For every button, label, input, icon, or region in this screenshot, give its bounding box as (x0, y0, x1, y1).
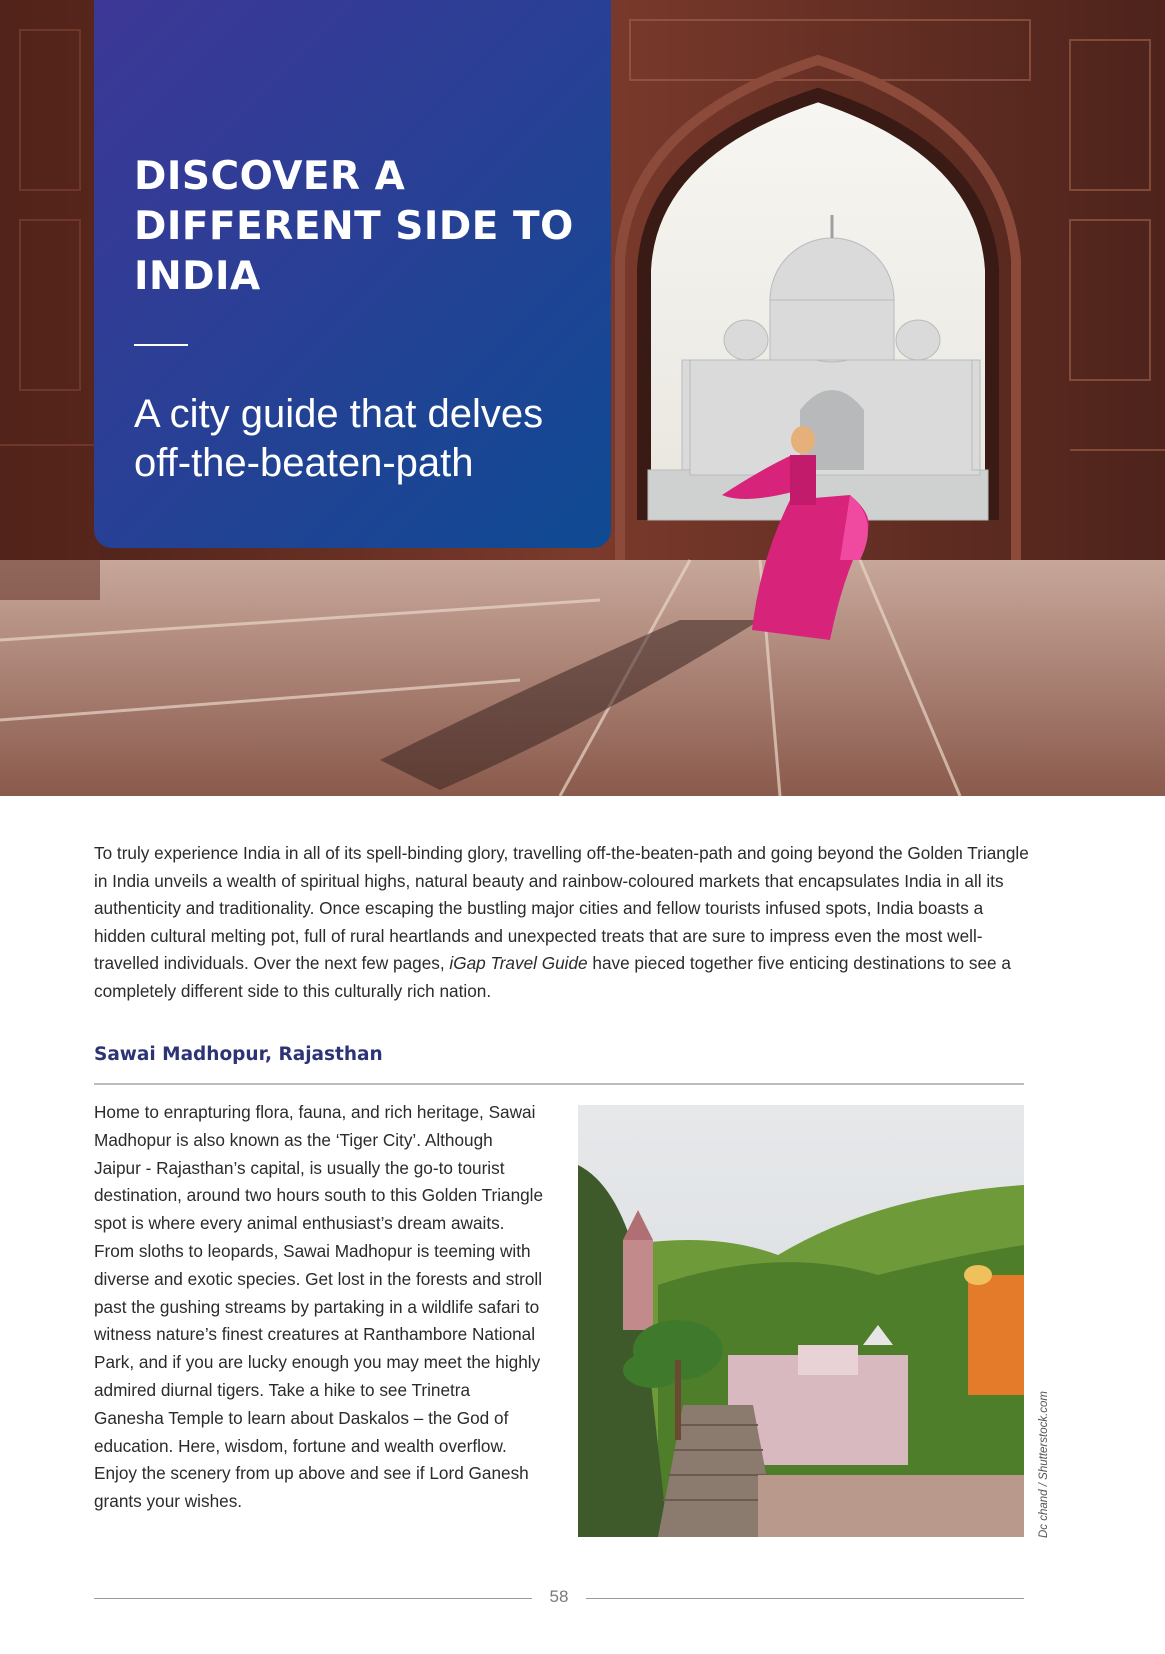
section-heading: Sawai Madhopur, Rajasthan (94, 1044, 383, 1065)
section-body: Home to enrapturing flora, fauna, and rich heritage, Sawai Madhopur is also known as the ‘Tiger City’. Although Jaipur - Rajasthan’s capital, is usually the go-to tourist destination, around two hours south to this Golden Triangle spot is where every animal enthusiast’s dream awaits. From sloths to leopards, Sawai Madhopur is teeming with diverse and exotic species. Get lost in the forests and stroll past the gushing streams by partaking in a wildlife safari to witness nature’s finest creatures at Ranthambore National Park, and if you are lucky enough you may meet the highly admired diurnal tigers. Take a hike to see Trinetra Ganesha Temple to learn about Daskalos – the God of education. Here, wisdom, fortune and wealth overflow. Enjoy the scenery from up above and see if Lord Ganesh grants your wishes. (94, 1102, 544, 1512)
intro-text-1: To truly experience India in all of its spell-binding glory, travelling off-the-beaten-path and going beyond the Golden Triangle in India unveils a wealth of spiritual highs, natural beauty and rainbow-coloured markets that encapsulates India in all its authenticity and traditionality. Once escaping the bustling major cities and fellow tourists infused spots, India boasts a hidden cultural melting pot, full of rural heartlands and unexpected treats that are sure to impress even the most well-travelled individuals. Over the next few pages, (94, 843, 1029, 974)
hero-subtitle: A city guide that delves off-the-beaten-path (134, 392, 544, 485)
temple-photo (578, 1105, 1024, 1537)
hero-title: DISCOVER A DIFFERENT SIDE TO INDIA (134, 154, 574, 299)
hero-title-card (94, 0, 611, 548)
footer-rule-right (586, 1598, 1024, 1599)
footer-rule-left (94, 1598, 532, 1599)
intro-italic: iGap Travel Guide (449, 953, 588, 974)
hero-image (0, 0, 1165, 796)
hillside-temple-illustration (578, 1105, 1024, 1537)
section-divider (94, 1083, 1024, 1085)
page-number: 58 (549, 1587, 569, 1606)
photo-credit: Dc chand / Shutterstock.com (1038, 1390, 1050, 1538)
title-divider (134, 344, 188, 346)
intro-paragraph (94, 840, 1034, 1006)
intro-text-2: have pieced together five enticing destinations to see a completely different side to this culturally rich nation. (94, 953, 1011, 1001)
